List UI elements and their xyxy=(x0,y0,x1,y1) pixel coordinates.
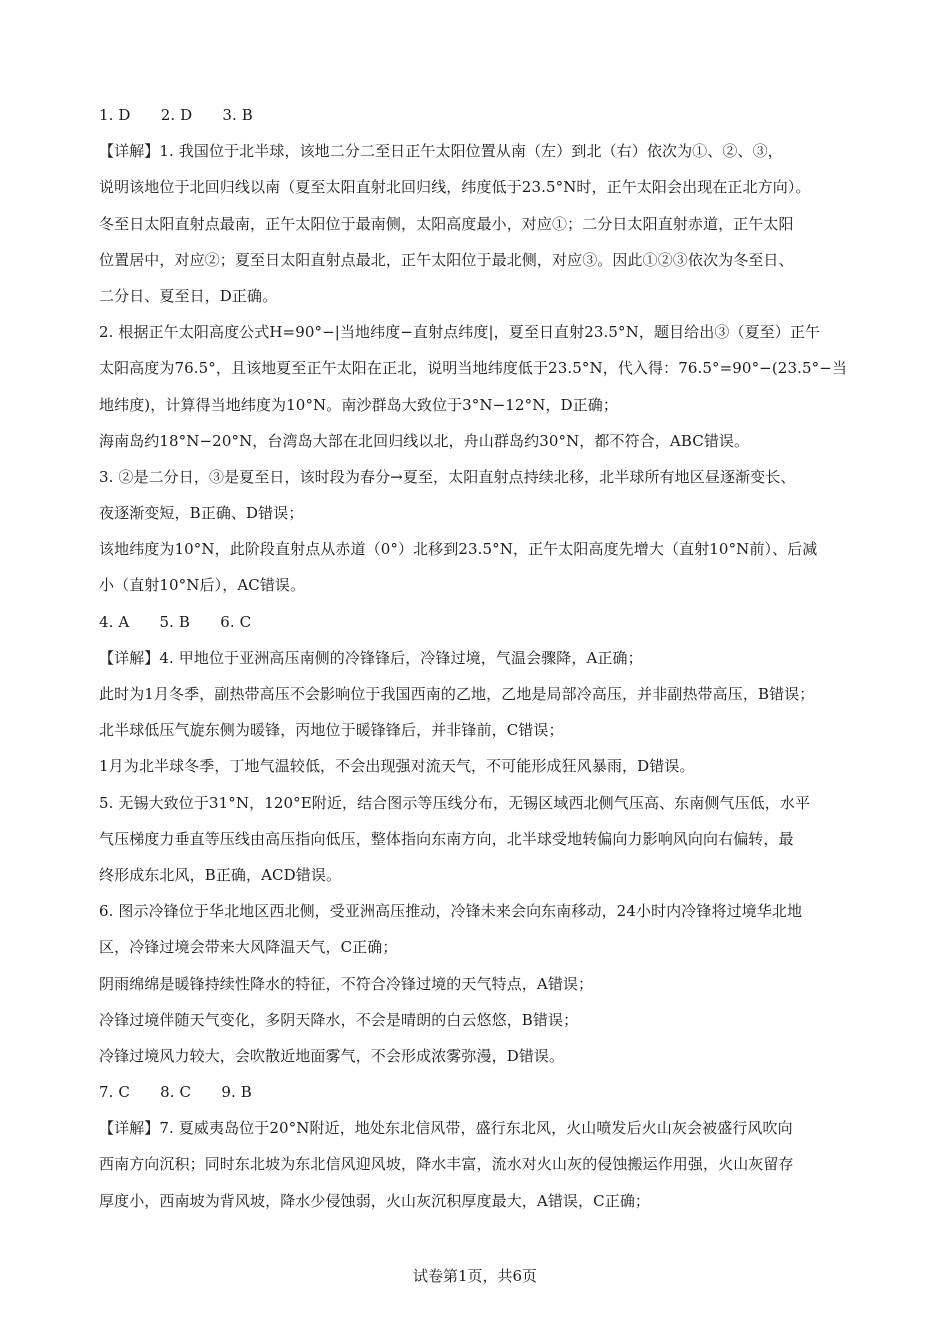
answer-key-4-6: 4. A 5. B 6. C xyxy=(99,612,252,631)
explanation-line: 2. 根据正午太阳高度公式H=90°−|当地纬度−直射点纬度|，夏至日直射23.5°N，题目给出③（夏至）正午 xyxy=(99,323,821,342)
answer-key-1-3: 1. D 2. D 3. B xyxy=(99,106,253,124)
explanation-line: 位置居中，对应②；夏至日太阳直射点最北，正午太阳位于最北侧，对应③。因此①②③依次为冬至日、 xyxy=(99,250,794,269)
explanation-line: 太阳高度为76.5°，且该地夏至正午太阳在正北，说明当地纬度低于23.5°N，代入得：76.5°=90°−(23.5°−当 xyxy=(99,359,847,378)
explanation-line: 气压梯度力垂直等压线由高压指向低压，整体指向东南方向，北半球受地转偏向力影响风向向右偏转，最 xyxy=(99,829,794,848)
explanation-line: 说明该地位于北回归线以南（夏至太阳直射北回归线，纬度低于23.5°N时，正午太阳会出现在正北方向）。 xyxy=(99,178,811,197)
explanation-line: 5. 无锡大致位于31°N，120°E附近，结合图示等压线分布，无锡区域西北侧气压高、东南侧气压低，水平 xyxy=(99,793,811,812)
explanation-line: 区，冷锋过境会带来大风降温天气，C正确； xyxy=(99,938,398,957)
explanation-line: 冷锋过境伴随天气变化，多阴天降水，不会是晴朗的白云悠悠，B错误； xyxy=(99,1010,579,1029)
answer-key-7-9: 7. C 8. C 9. B xyxy=(99,1083,252,1102)
explanation-line: 海南岛约18°N−20°N，台湾岛大部在北回归线以北，舟山群岛约30°N，都不符合，ABC错误。 xyxy=(99,431,750,450)
explanation-line: 西南方向沉积；同时东北坡为东北信风迎风坡，降水丰富，流水对火山灰的侵蚀搬运作用强，火山灰留存 xyxy=(99,1155,794,1174)
explanation-line: 此时为1月冬季，副热带高压不会影响位于我国西南的乙地，乙地是局部冷高压，并非副热带高压，B错误； xyxy=(99,685,815,703)
explanation-line: 该地纬度为10°N，此阶段直射点从赤道（0°）北移到23.5°N，正午太阳高度先增大（直射10°N前）、后减 xyxy=(99,540,818,559)
explanation-line: 1月为北半球冬季，丁地气温较低，不会出现强对流天气，不可能形成狂风暴雨，D错误。 xyxy=(99,757,695,776)
answer-content xyxy=(99,97,869,1219)
explanation-line: 6. 图示冷锋位于华北地区西北侧，受亚洲高压推动，冷锋未来会向东南移动，24小时内冷锋将过境华北地 xyxy=(99,902,803,921)
explanation-line: 【详解】4. 甲地位于亚洲高压南侧的冷锋锋后，冷锋过境，气温会骤降，A正确； xyxy=(99,648,643,667)
explanation-line: 【详解】1. 我国位于北半球，该地二分二至日正午太阳位置从南（左）到北（右）依次为①、②、③， xyxy=(99,142,783,161)
explanation-line: 地纬度)，计算得当地纬度为10°N。南沙群岛大致位于3°N−12°N，D正确； xyxy=(99,395,618,414)
explanation-line: 夜逐渐变短，B正确、D错误； xyxy=(99,504,304,523)
explanation-line: 终形成东北风，B正确，ACD错误。 xyxy=(99,865,342,884)
explanation-line: 3. ②是二分日，③是夏至日，该时段为春分→夏至，太阳直射点持续北移，北半球所有地区昼逐渐变长、 xyxy=(99,467,796,486)
explanation-line: 阴雨绵绵是暖锋持续性降水的特征，不符合冷锋过境的天气特点，A错误； xyxy=(99,974,594,993)
explanation-line: 北半球低压气旋东侧为暖锋，丙地位于暖锋锋后，并非锋前，C错误； xyxy=(99,721,564,740)
page-footer: 试卷第1页，共6页 xyxy=(412,1267,538,1285)
explanation-line: 小（直射10°N后），AC错误。 xyxy=(99,576,306,595)
explanation-line: 冷锋过境风力较大，会吹散近地面雾气，不会形成浓雾弥漫，D错误。 xyxy=(99,1046,565,1065)
explanation-line: 冬至日太阳直射点最南，正午太阳位于最南侧，太阳高度最小，对应①；二分日太阳直射赤道，正午太阳 xyxy=(99,214,794,233)
explanation-line: 【详解】7. 夏威夷岛位于20°N附近，地处东北信风带，盛行东北风，火山喷发后火山灰会被盛行风吹向 xyxy=(99,1119,793,1138)
explanation-line: 厚度小，西南坡为背风坡，降水少侵蚀弱，火山灰沉积厚度最大，A错误，C正确； xyxy=(99,1191,651,1210)
explanation-line: 二分日、夏至日，D正确。 xyxy=(99,286,278,305)
